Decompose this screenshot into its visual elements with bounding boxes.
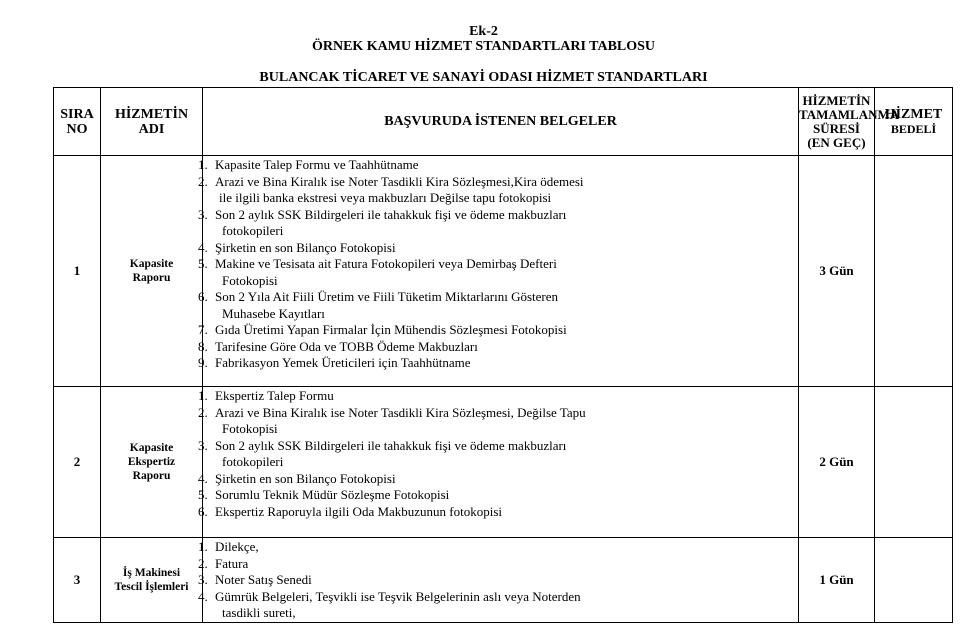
document-item: 4. Şirketin en son Bilanço Fotokopisi: [198, 239, 396, 255]
header-sira-no: [54, 88, 101, 156]
service-name-line: Kapasite: [129, 442, 174, 454]
service-name-line: Raporu: [132, 272, 171, 284]
document-item: 3. Son 2 aylık SSK Bildirgeleri ile tahakkuk fişi ve ödeme makbuzları: [198, 437, 567, 453]
header-bedel-line2: BEDELİ: [890, 121, 937, 136]
table-row: [54, 387, 953, 538]
service-fee: [875, 387, 953, 538]
table-row: [54, 156, 953, 387]
document-item: 4. Gümrük Belgeleri, Teşvikli ise Teşvik Belgelerinin aslı veya Noterden: [198, 588, 581, 604]
document-item: 3. Son 2 aylık SSK Bildirgeleri ile tahakkuk fişi ve ödeme makbuzları: [198, 206, 567, 222]
document-item-continuation: tasdikli sureti,: [222, 605, 296, 620]
table-title: BULANCAK TİCARET VE SANAYİ ODASI HİZMET STANDARTLARI: [259, 70, 708, 85]
document-item: 9. Fabrikasyon Yemek Üreticileri için Taahhütname: [198, 355, 471, 370]
document-item: 6. Ekspertiz Raporuyla ilgili Oda Makbuzunun fotokopisi: [198, 503, 503, 519]
header-sure-line2: TAMAMLANMA: [799, 106, 900, 122]
required-documents: [198, 538, 799, 623]
row-number: 2: [54, 387, 101, 538]
document-item: 1. Dilekçe,: [198, 539, 259, 554]
table-row: [54, 538, 953, 623]
header-bedel: [875, 88, 953, 156]
header-sira-line2: NO: [66, 121, 88, 137]
document-item-continuation: fotokopileri: [222, 223, 284, 238]
service-name-line: Ekspertiz: [127, 456, 176, 468]
document-title: ÖRNEK KAMU HİZMET STANDARTLARI TABLOSU: [311, 39, 656, 54]
header-sira-line1: SIRA: [60, 106, 94, 122]
document-item-continuation: ile ilgili banka ekstresi veya makbuzları Değilse tapu fotokopisi: [219, 190, 552, 205]
document-item: 3. Noter Satış Senedi: [198, 572, 312, 587]
required-documents: [198, 156, 799, 387]
completion-time: 2 Gün: [799, 387, 875, 538]
document-item: 7. Gıda Üretimi Yapan Firmalar İçin Mühendis Sözleşmesi Fotokopisi: [198, 322, 567, 337]
document-item-continuation: fotokopileri: [222, 454, 284, 469]
row-number: 3: [54, 538, 101, 623]
annex-label: Ek-2: [469, 24, 498, 39]
header-ad-line1: HİZMETİN: [114, 106, 189, 122]
header-bedel-line1: HİZMET: [884, 106, 943, 122]
header-belgeler: [203, 88, 799, 156]
document-item-continuation: Fotokopisi: [222, 272, 278, 288]
document-item: 5. Sorumlu Teknik Müdür Sözleşme Fotokopisi: [198, 487, 450, 502]
header-ad-line2: ADI: [138, 121, 165, 137]
header-belgeler-label: BAŞVURUDA İSTENEN BELGELER: [384, 114, 617, 129]
document-item: 1. Kapasite Talep Formu ve Taahhütname: [198, 157, 419, 172]
header-sure-line1: HİZMETİN: [802, 92, 871, 108]
header-sure-line4: (EN GEÇ): [807, 134, 866, 150]
required-documents: [198, 387, 799, 538]
service-standards-table: [53, 87, 953, 623]
service-fee: [875, 538, 953, 623]
document-item-continuation: Muhasebe Kayıtları: [222, 305, 325, 321]
service-name-line: Raporu: [132, 470, 171, 482]
header-hizmet-adi: [101, 88, 203, 156]
service-name-line: Tescil İşlemleri: [114, 580, 189, 593]
document-item: 1. Ekspertiz Talep Formu: [198, 388, 334, 403]
document-item-continuation: Fotokopisi: [222, 421, 278, 436]
completion-time: 3 Gün: [799, 156, 875, 387]
document-item: 2. Arazi ve Bina Kiralık ise Noter Tasdikli Kira Sözleşmesi,Kira ödemesi: [198, 173, 584, 189]
document-item: 8. Tarifesine Göre Oda ve TOBB Ödeme Makbuzları: [198, 338, 478, 354]
header-sure: [799, 88, 900, 156]
service-fee: [875, 156, 953, 387]
service-name-line: İş Makinesi: [122, 566, 181, 579]
document-item: 5. Makine ve Tesisata ait Fatura Fotokopileri veya Demirbaş Defteri: [198, 256, 557, 271]
service-name-line: Kapasite: [129, 258, 174, 270]
header-sure-line3: SÜRESİ: [813, 120, 860, 136]
row-number: 1: [54, 156, 101, 387]
completion-time: 1 Gün: [799, 538, 875, 623]
document-item: 4. Şirketin en son Bilanço Fotokopisi: [198, 470, 396, 486]
document-item: 2. Arazi ve Bina Kiralık ise Noter Tasdikli Kira Sözleşmesi, Değilse Tapu: [198, 404, 586, 420]
document-item: 6. Son 2 Yıla Ait Fiili Üretim ve Fiili Tüketim Miktarlarını Gösteren: [198, 289, 559, 304]
document-item: 2. Fatura: [198, 555, 249, 571]
